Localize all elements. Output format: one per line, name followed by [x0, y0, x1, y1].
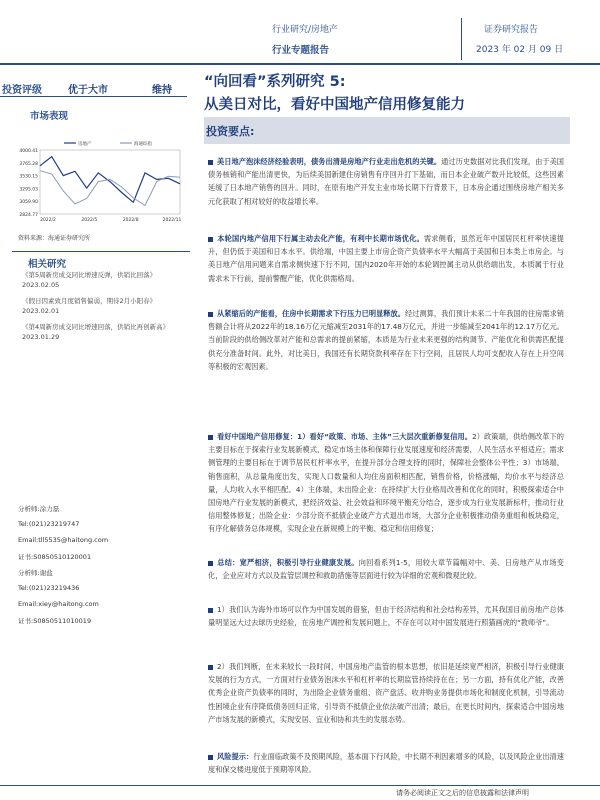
header-report-type: 行业专题报告 [272, 45, 330, 56]
rating-status: 维持 [152, 85, 172, 96]
bullet-icon [208, 561, 213, 566]
title-line2: 从美日对比，看好中国地产信用修复能力 [204, 97, 465, 113]
paragraph-body: 1）我们认为海外市场可以作为中国发展的借鉴，但由于经济结构和社会结构差异，尤其我国目前房地产总体量明显远大过去球历史经验，在房地产调控和发展问题上，不存在可以对中国发展进行照猫画虎的“教师爷”。 [208, 605, 564, 628]
y-tick-label: 3765.28 [19, 161, 38, 167]
related-item[interactable]: 《第5周新房成交同比增速反弹，供销比回落》2023.02.05 [22, 271, 157, 289]
analyst-name: 分析师:涂力磊 [18, 505, 60, 513]
related-rule [12, 251, 190, 252]
paragraph-lead: 风险提示： [217, 752, 254, 761]
paragraph [208, 556, 564, 582]
header-date: 2023 年 02 月 09 日 [476, 45, 564, 55]
paragraph-body: 2）我们判断，在未来较长一段时间，中国房地产监管的根本思想，依旧是延续宽严相济，积极引导行业健康发展的行为方式，一方面对行业债务泡沫水平和杠杆率的长期监管持续持在在；另一方面，持有优化产能，改善优秀企业资产负债率的同时，为出险企业债务重组、资产盘活、收并购业务提供市场化和制度化机制，引导流动性困境企业有序降低债务回归正常，引导资不抵债企业依法破产出清；最后，在更长时间内，探索适合中国房地产市场发展的新模式，实现安居、宜业和协和共生的发展态势。 [208, 662, 564, 724]
bullet-icon [208, 237, 213, 242]
header-divider [461, 18, 462, 60]
bullet-icon [208, 665, 213, 670]
header-brand: 证券研究报告 [484, 25, 539, 35]
key-points-bar [204, 117, 570, 144]
paragraph [208, 232, 564, 285]
x-tick-label: 2022/11 [162, 218, 182, 223]
paragraph-lead: 从紧缩后的产能看，住房中长期需求下行压力已明显释放。 [217, 309, 405, 318]
header-category: 行业研究/房地产 [272, 25, 339, 35]
paragraph-lead: 本轮国内地产信用下行属主动去化产能，有利中长期市场优化。 [217, 234, 424, 243]
analyst-name: 分析师:谢盐 [18, 569, 53, 577]
analyst-email[interactable]: Email:tll5535@haitong.com [18, 536, 109, 544]
analyst-tel: Tel:(021)23219436 [18, 584, 80, 592]
bullet-icon [208, 160, 213, 165]
rating-label: 投资评级 [2, 85, 42, 96]
paragraph-body: 向回看系列1-5，用较大章节篇幅对中、美、日房地产从市场变化，企业应对方式以及监管层调控和救助措施等层面进行较为详细的宏观和微观比较。 [208, 558, 564, 581]
paragraph [208, 155, 564, 208]
rating-bar [0, 78, 187, 97]
bullet-icon [208, 435, 213, 440]
paragraph-body: 行业面临政策不及预期风险，基本面下行风险，中长期不利因素增多的风险，以及风险企业出清速度和保交楼进度低于预期等风险。 [208, 752, 564, 775]
related-item[interactable]: 《第4周新房成交同比增速回落，供销比再创新高》2023.01.29 [22, 323, 170, 341]
y-tick-label: 3059.90 [19, 200, 38, 206]
paragraph [208, 750, 564, 776]
related-item[interactable]: 《假日因素致月度销售偏弱，期待2月小阳春》2023.02.01 [22, 297, 157, 315]
x-tick-label: 2022/8 [122, 218, 139, 223]
legend-label: 房地产 [78, 142, 92, 147]
series-line [40, 171, 180, 206]
paragraph-body: 通过历史数据对比我们发现，由于美国债务核销和产能出清更快，为后续美国新建住房销售有序回升打下基础，而日本企业破产数升比较低，这些因素延缓了日本地产销售的回升。同时，在原有地产开发主业市场长期下行背景下，日本房企通过围绕房地产相关多元化获取了相对较好的收益增长率。 [208, 157, 564, 206]
paragraph [208, 307, 564, 373]
rating-value: 优于大市 [68, 85, 108, 96]
paragraph [208, 430, 564, 536]
y-tick-label: 2824.77 [19, 213, 38, 218]
paragraph-lead: 看好中国地产信用修复：1）看好“政策、市场、主体”三大层次重新修复信用。 [217, 432, 473, 441]
title-line1: “向回看”系列研究 5: [204, 74, 346, 90]
header-rule [0, 63, 600, 65]
legend-label: 海通综指 [134, 142, 152, 147]
bullet-icon [208, 312, 213, 317]
bullet-icon [208, 755, 213, 760]
footer-rule [0, 785, 600, 786]
paragraph [208, 603, 564, 629]
footer-disclaimer[interactable]: 请务必阅读正文之后的信息披露和法律声明 [396, 789, 529, 797]
paragraph-body: 需求侧看，虽然近年中国居民杠杆率快速提升，但仍低于美国和日本水平。供给端，中国主要上市房企资产负债率水平大幅高于美国和日本类上市房企。与美日地产信用问题来自需求侧快速下行不同，国内2020年开始的本轮调控属主动从供给端出发，本质属于行业需求未下行前，提前警醒产能，优化供需格局。 [208, 234, 564, 283]
key-points-label: 投资要点: [206, 125, 255, 138]
analyst-cert: 证书:S0850510120001 [18, 553, 92, 561]
paragraph-lead: 总结：宽严相济，积极引导行业健康发展。 [217, 558, 359, 567]
y-tick-label: 3530.15 [19, 174, 38, 180]
paragraph-lead: 美日地产泡沫经济经验表明，债务出清是房地产行业走出危机的关键。 [217, 157, 442, 166]
analyst-tel: Tel:(021)23219747 [18, 520, 80, 528]
related-heading: 相关研究 [28, 259, 67, 270]
analyst-email[interactable]: Email:xiey@haitong.com [18, 600, 99, 608]
market-chart [12, 136, 190, 236]
chart-source: 资料来源：海通证券研究所 [18, 235, 91, 242]
paragraph-body: 2）政策端，供给侧改革下的主要目标在于探索行业发展新模式，稳定市场主体和保障行业发展速度和经济需要，人民生活水平相适应；需求侧管理的主要目标在于调节居民杠杆率水平，在提升部分合理支持的同时，保障社会整体公平性；3）市场端，销售面积，从总量角度出发，实现人口数量和人均住房面积相匹配，销售价格，价格涨幅，均价水平与经济总量，人均收入水平相匹配。4）主体端，未出险企业：在持续扩大行业格局改善和优化的同时，积极探索适合中国房地产行业发展的新模式，把经济效益、社会效益和环境平衡充分结合，逐步成为行业发展新标杆，推动行业信用整体修复；出险企业：少部分资不抵债企业破产方式退出市场，大部分企业积极推动债务重组和板块稳定，有序化解债务总体规模，实现企业在新规模上的平衡、稳定和信用修复； [208, 432, 564, 534]
analyst-cert: 证书:S0850511010019 [18, 617, 92, 625]
paragraph-body: 经过测算，我们预计未来二十年我国的住房需求销售额合计将从2022年的18.16万亿元缩减至2031年的17.48万亿元，并进一步缩减至2041年的12.17万亿元。当前阶段的供给侧改革对产能和总需求的提前紧缩，本质是为行业未来更强的结构调节、产能优化和供需匹配提供充分准备时间。此外，对比美日，我国还有长期贷款利率存在下行空间，且居民人均可支配收入存在上升空间等积极的宏观因素。 [208, 309, 564, 371]
paragraph [208, 660, 564, 726]
x-tick-label: 2022/5 [81, 218, 98, 223]
market-heading: 市场表现 [30, 111, 69, 122]
y-tick-label: 4000.41 [19, 149, 38, 154]
x-tick-label: 2022/2 [40, 218, 56, 223]
bullet-icon [208, 608, 213, 613]
y-tick-label: 3295.03 [19, 187, 38, 193]
